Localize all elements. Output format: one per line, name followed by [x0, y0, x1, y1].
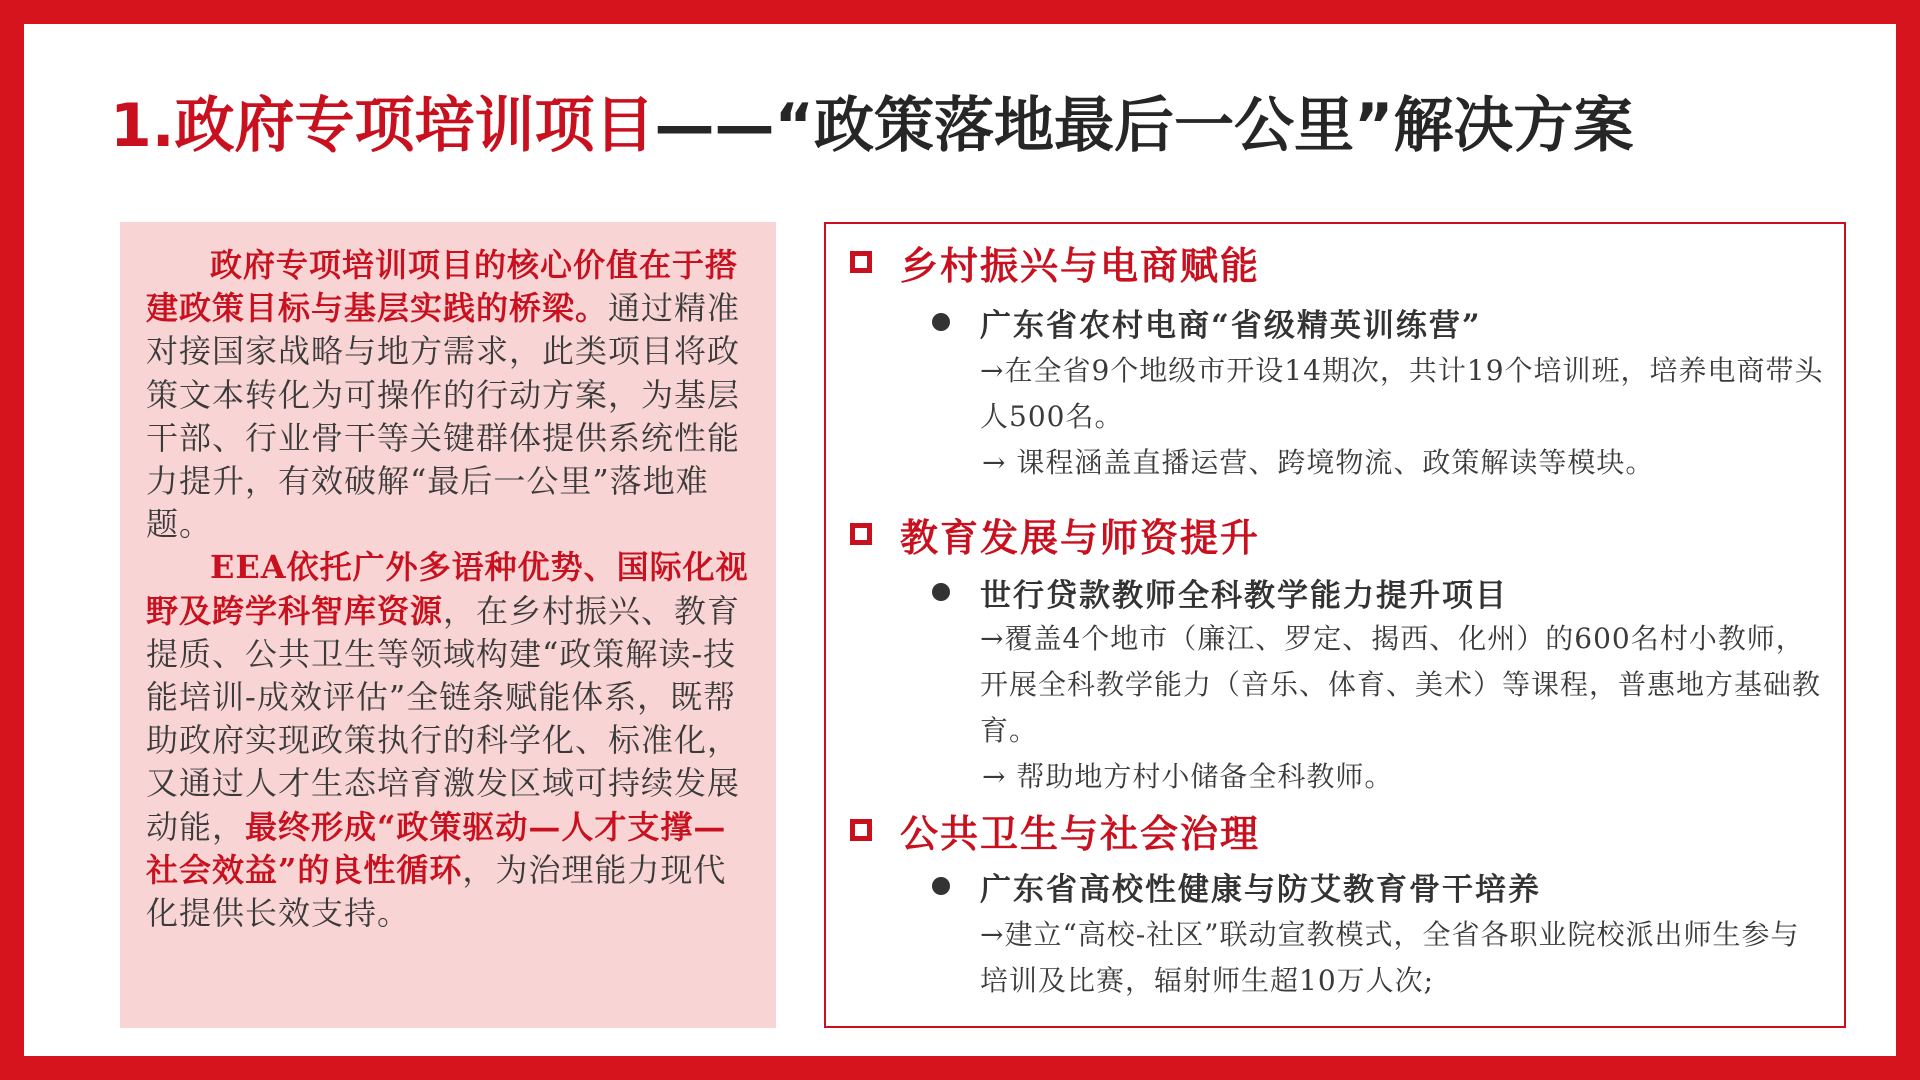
detail-text: →建立“高校-社区”联动宣教模式，全省各职业院校派出师生参与培训及比赛，辐射师生超10万人次;: [980, 918, 1800, 997]
bullet-item-rural: [932, 300, 1482, 344]
bullet-text: 世行贷款教师全科教学能力提升项目: [980, 577, 1508, 614]
bullet-text: 广东省农村电商“省级精英训练营”: [980, 307, 1482, 344]
summary-text-2: ，在乡村振兴、教育提质、公共卫生等领域构建“政策解读-技能培训-成效评估”全链条赋能体系，既帮助政府实现政策执行的科学化、标准化，又通过人才生态培育激发区域可持续发展动能，: [146, 591, 741, 846]
section-title-text: 乡村振兴与电商赋能: [900, 242, 1261, 288]
detail-text: → 帮助地方村小储备全科教师。: [982, 760, 1394, 793]
bullet-text: 广东省高校性健康与防艾教育骨干培养: [980, 871, 1541, 908]
summary-highlight-2: EEA依托广外多语种优势、国际化视野及跨学科智库资源: [146, 548, 749, 630]
dot-bullet-icon: [932, 313, 950, 331]
square-bullet-icon: [850, 251, 872, 273]
summary-text-3: ，为治理能力现代化提供长效支持。: [146, 850, 727, 933]
section-title-rural: [850, 238, 1260, 286]
section-title-health: [850, 806, 1260, 854]
summary-panel: [120, 222, 776, 1028]
title-dark-part: ——“政策落地最后一公里”解决方案: [654, 91, 1634, 161]
projects-panel: [824, 222, 1846, 1028]
summary-text-1: 通过精准对接国家战略与地方需求，此类项目将政策文本转化为可操作的行动方案，为基层干部、行业骨干等关键群体提供系统性能力提升，有效破解“最后一公里”落地难题。: [146, 289, 741, 544]
dot-bullet-icon: [932, 583, 950, 601]
detail-text: →覆盖4个地市（廉江、罗定、揭西、化州）的600名村小教师，开展全科教学能力（音乐、体育、美术）等课程，普惠地方基础教育。: [980, 622, 1822, 747]
page-title: [110, 76, 1633, 176]
bullet-item-education: [932, 570, 1508, 614]
summary-highlight-1: 政府专项培训项目的核心价值在于搭建政策目标与基层实践的桥梁。: [146, 246, 739, 328]
summary-highlight-3: 最终形成“政策驱动—人才支撑—社会效益”的良性循环: [146, 807, 727, 889]
detail-text: → 课程涵盖直播运营、跨境物流、政策解读等模块。: [982, 446, 1655, 479]
title-red-part: 1.政府专项培训项目: [110, 91, 655, 161]
section-title-education: [850, 510, 1260, 558]
summary-paragraph-1: [146, 244, 756, 546]
section-title-text: 教育发展与师资提升: [900, 514, 1261, 560]
square-bullet-icon: [850, 819, 872, 841]
dot-bullet-icon: [932, 877, 950, 895]
square-bullet-icon: [850, 523, 872, 545]
detail-text: →在全省9个地级市开设14期次，共计19个培训班，培养电商带头人500名。: [980, 354, 1824, 433]
section-title-text: 公共卫生与社会治理: [900, 810, 1261, 856]
summary-paragraph-2: [146, 546, 756, 935]
bullet-item-health: [932, 864, 1541, 908]
